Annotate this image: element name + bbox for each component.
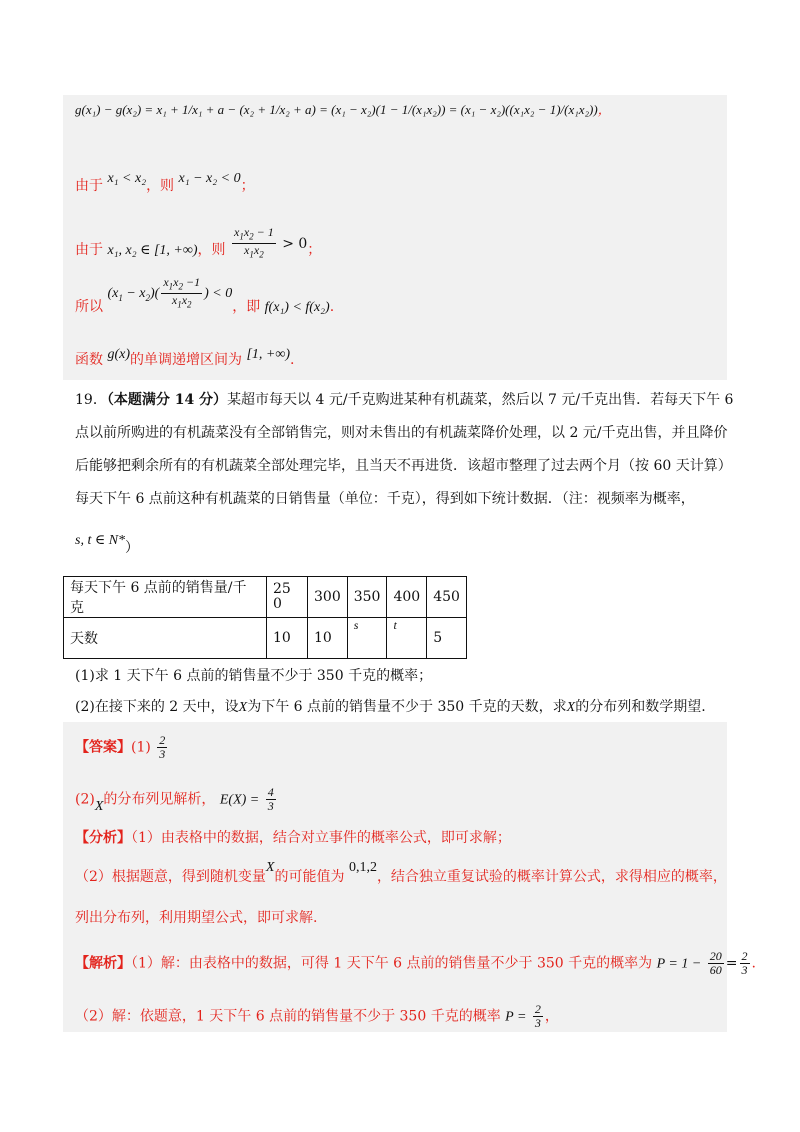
denominator: 3 [741, 963, 748, 977]
fraction-two-thirds [740, 950, 750, 977]
proof-line-3 [75, 225, 322, 268]
numerator: 2 [534, 1002, 541, 1016]
numerator: 20 [709, 949, 722, 963]
problem-line-3: 后能够把剩余所有的有机蔬菜全部处理完毕，且当天不再进货．该超市整理了过去两个月（按 60 天计算） [75, 458, 732, 474]
math-interval: [1, +∞) [246, 347, 290, 362]
analysis-line-3: 列出分布列，利用期望公式，即可求解. [75, 910, 318, 926]
problem-points: （本题满分 14 分） [106, 392, 228, 408]
denominator: 60 [709, 963, 722, 977]
math-p: P = [505, 1009, 527, 1025]
proof-line-5 [75, 347, 295, 371]
denominator: 3 [159, 747, 166, 761]
math-p: P = 1 − [656, 956, 702, 972]
text: (1) [131, 739, 151, 756]
table-cell: 400 [387, 577, 427, 618]
table-cell [267, 577, 308, 618]
solution-label: 【解析】 [75, 955, 131, 972]
text: 的可能值为 [274, 869, 345, 885]
fraction-two-thirds [157, 734, 167, 761]
text: ； [240, 178, 255, 194]
text: 的分布列和数学期望. [575, 699, 706, 715]
question-1: (1)求 1 天下午 6 点前的销售量不少于 350 千克的概率； [75, 668, 433, 684]
math-x: X [238, 700, 248, 715]
math-function: g(x) [107, 347, 130, 362]
text: . [751, 955, 756, 972]
table-cell: 350 [347, 577, 387, 618]
analysis-label: 【分析】 [75, 830, 131, 846]
text: (2) [75, 791, 95, 808]
table-cell: s [347, 618, 387, 659]
text: （1）由表格中的数据，结合对立事件的概率公式，即可求解； [131, 830, 511, 846]
problem-line-5 [75, 530, 140, 556]
solution-line-2 [75, 1003, 559, 1030]
comma: ， [597, 102, 611, 117]
problem-text: 某超市每天以 4 元/千克购进某种有机蔬菜，然后以 7 元/千克出售．若每天下午 6 [227, 392, 734, 408]
proof-line-2 [75, 171, 255, 197]
table-cell: 5 [427, 618, 467, 659]
text: ，则 [146, 178, 175, 194]
cell-value: 250 [273, 581, 291, 612]
equation-text: g(x₁) − g(x₂) = x₁ + 1/x₁ + a − (x₂ + 1/x₂ + a) = (x₁ − x₂)(1 − 1/(x₁x₂)) = (x₁ − x₂)((x₁x₂ − 1)/(x₁x₂)) [75, 102, 598, 117]
text: ，即 [232, 299, 261, 316]
text: ） [125, 540, 140, 556]
analysis-line-1 [75, 828, 511, 848]
fraction-four-thirds [266, 786, 276, 813]
denominator: 3 [267, 799, 274, 813]
math-fraction-positive: $\frac{x_1x_2 - 1}{x_1x_2}$ > 0 [233, 225, 308, 260]
table-cell: 450 [427, 577, 467, 618]
answer-label: 【答案】 [75, 739, 131, 756]
math-conclusion: f(x₁) < f(x₂) [264, 300, 330, 316]
table-cell: 天数 [64, 618, 267, 659]
denominator: 3 [534, 1016, 541, 1030]
problem-number: 19． [75, 392, 107, 408]
text: 由于 [75, 178, 103, 194]
text: （2）解：依题意，1 天下午 6 点前的销售量不少于 350 千克的概率 [75, 1008, 501, 1025]
text: 的分布列见解析， [103, 791, 216, 808]
table-row [64, 577, 467, 618]
text: 所以 [75, 299, 103, 316]
fraction-20-60 [708, 950, 724, 977]
math-x: X [265, 860, 275, 875]
table-cell: 每天下午 6 点前的销售量/千克 [64, 577, 267, 618]
math-inequality: x₁ < x₂ [107, 171, 147, 186]
table-cell: 300 [308, 577, 348, 618]
problem-line-1 [75, 390, 733, 410]
answer-line-2 [75, 786, 278, 813]
math-expectation: E(X) = [219, 792, 260, 808]
proof-line-4 [75, 275, 335, 326]
math-x: X [94, 798, 104, 814]
text: （1）解：由表格中的数据，可得 1 天下午 6 点前的销售量不少于 350 千克的概率为 [131, 955, 653, 972]
answer-line-1 [75, 734, 169, 761]
text: ； [307, 241, 322, 258]
text: 为下午 6 点前的销售量不少于 350 千克的天数，求 [247, 699, 567, 715]
sales-table [63, 576, 467, 659]
numerator: 4 [267, 785, 274, 799]
equals: = [725, 955, 738, 972]
text: ，则 [197, 241, 226, 258]
text: （2）根据题意，得到随机变量 [75, 869, 266, 885]
text: ，结合独立重复试验的概率计算公式，求得相应的概率， [376, 869, 727, 885]
proof-equation-g [75, 100, 611, 120]
analysis-line-2 [75, 860, 727, 888]
solution-line-1 [75, 950, 756, 977]
fraction-two-thirds [533, 1003, 543, 1030]
math-product-negative: $(x_1 - x_2)$( $\frac{x_1x_2 -1}{x_1x_2}$ ) < 0 [107, 275, 233, 310]
table-cell: t [387, 618, 427, 659]
table-cell: 10 [267, 618, 308, 659]
text: ， [544, 1008, 559, 1025]
numerator: 2 [741, 949, 748, 963]
problem-line-2: 点以前所购进的有机蔬菜没有全部销售完，则对未售出的有机蔬菜降价处理，以 2 元/千克出售，并且降价 [75, 425, 728, 441]
text: . [329, 299, 335, 316]
question-2 [75, 697, 706, 718]
math-values: 0,1,2 [348, 860, 377, 875]
text: 由于 [75, 241, 103, 258]
text: . [290, 352, 295, 368]
math-condition: s, t ∈ N* [75, 533, 126, 548]
text: 函数 [75, 352, 103, 368]
text: 的单调递增区间为 [130, 352, 242, 368]
math-inequality: x₁ − x₂ < 0 [178, 171, 241, 186]
text: (2)在接下来的 2 天中，设 [75, 699, 239, 715]
math-x: X [566, 700, 576, 715]
numerator: 2 [159, 733, 166, 747]
table-row [64, 618, 467, 659]
problem-line-4: 每天下午 6 点前这种有机蔬菜的日销售量（单位：千克），得到如下统计数据．（注：视频率为概率， [75, 491, 695, 507]
math-domain: x₁, x₂ ∈ [1, +∞) [107, 242, 198, 258]
table-cell: 10 [308, 618, 348, 659]
